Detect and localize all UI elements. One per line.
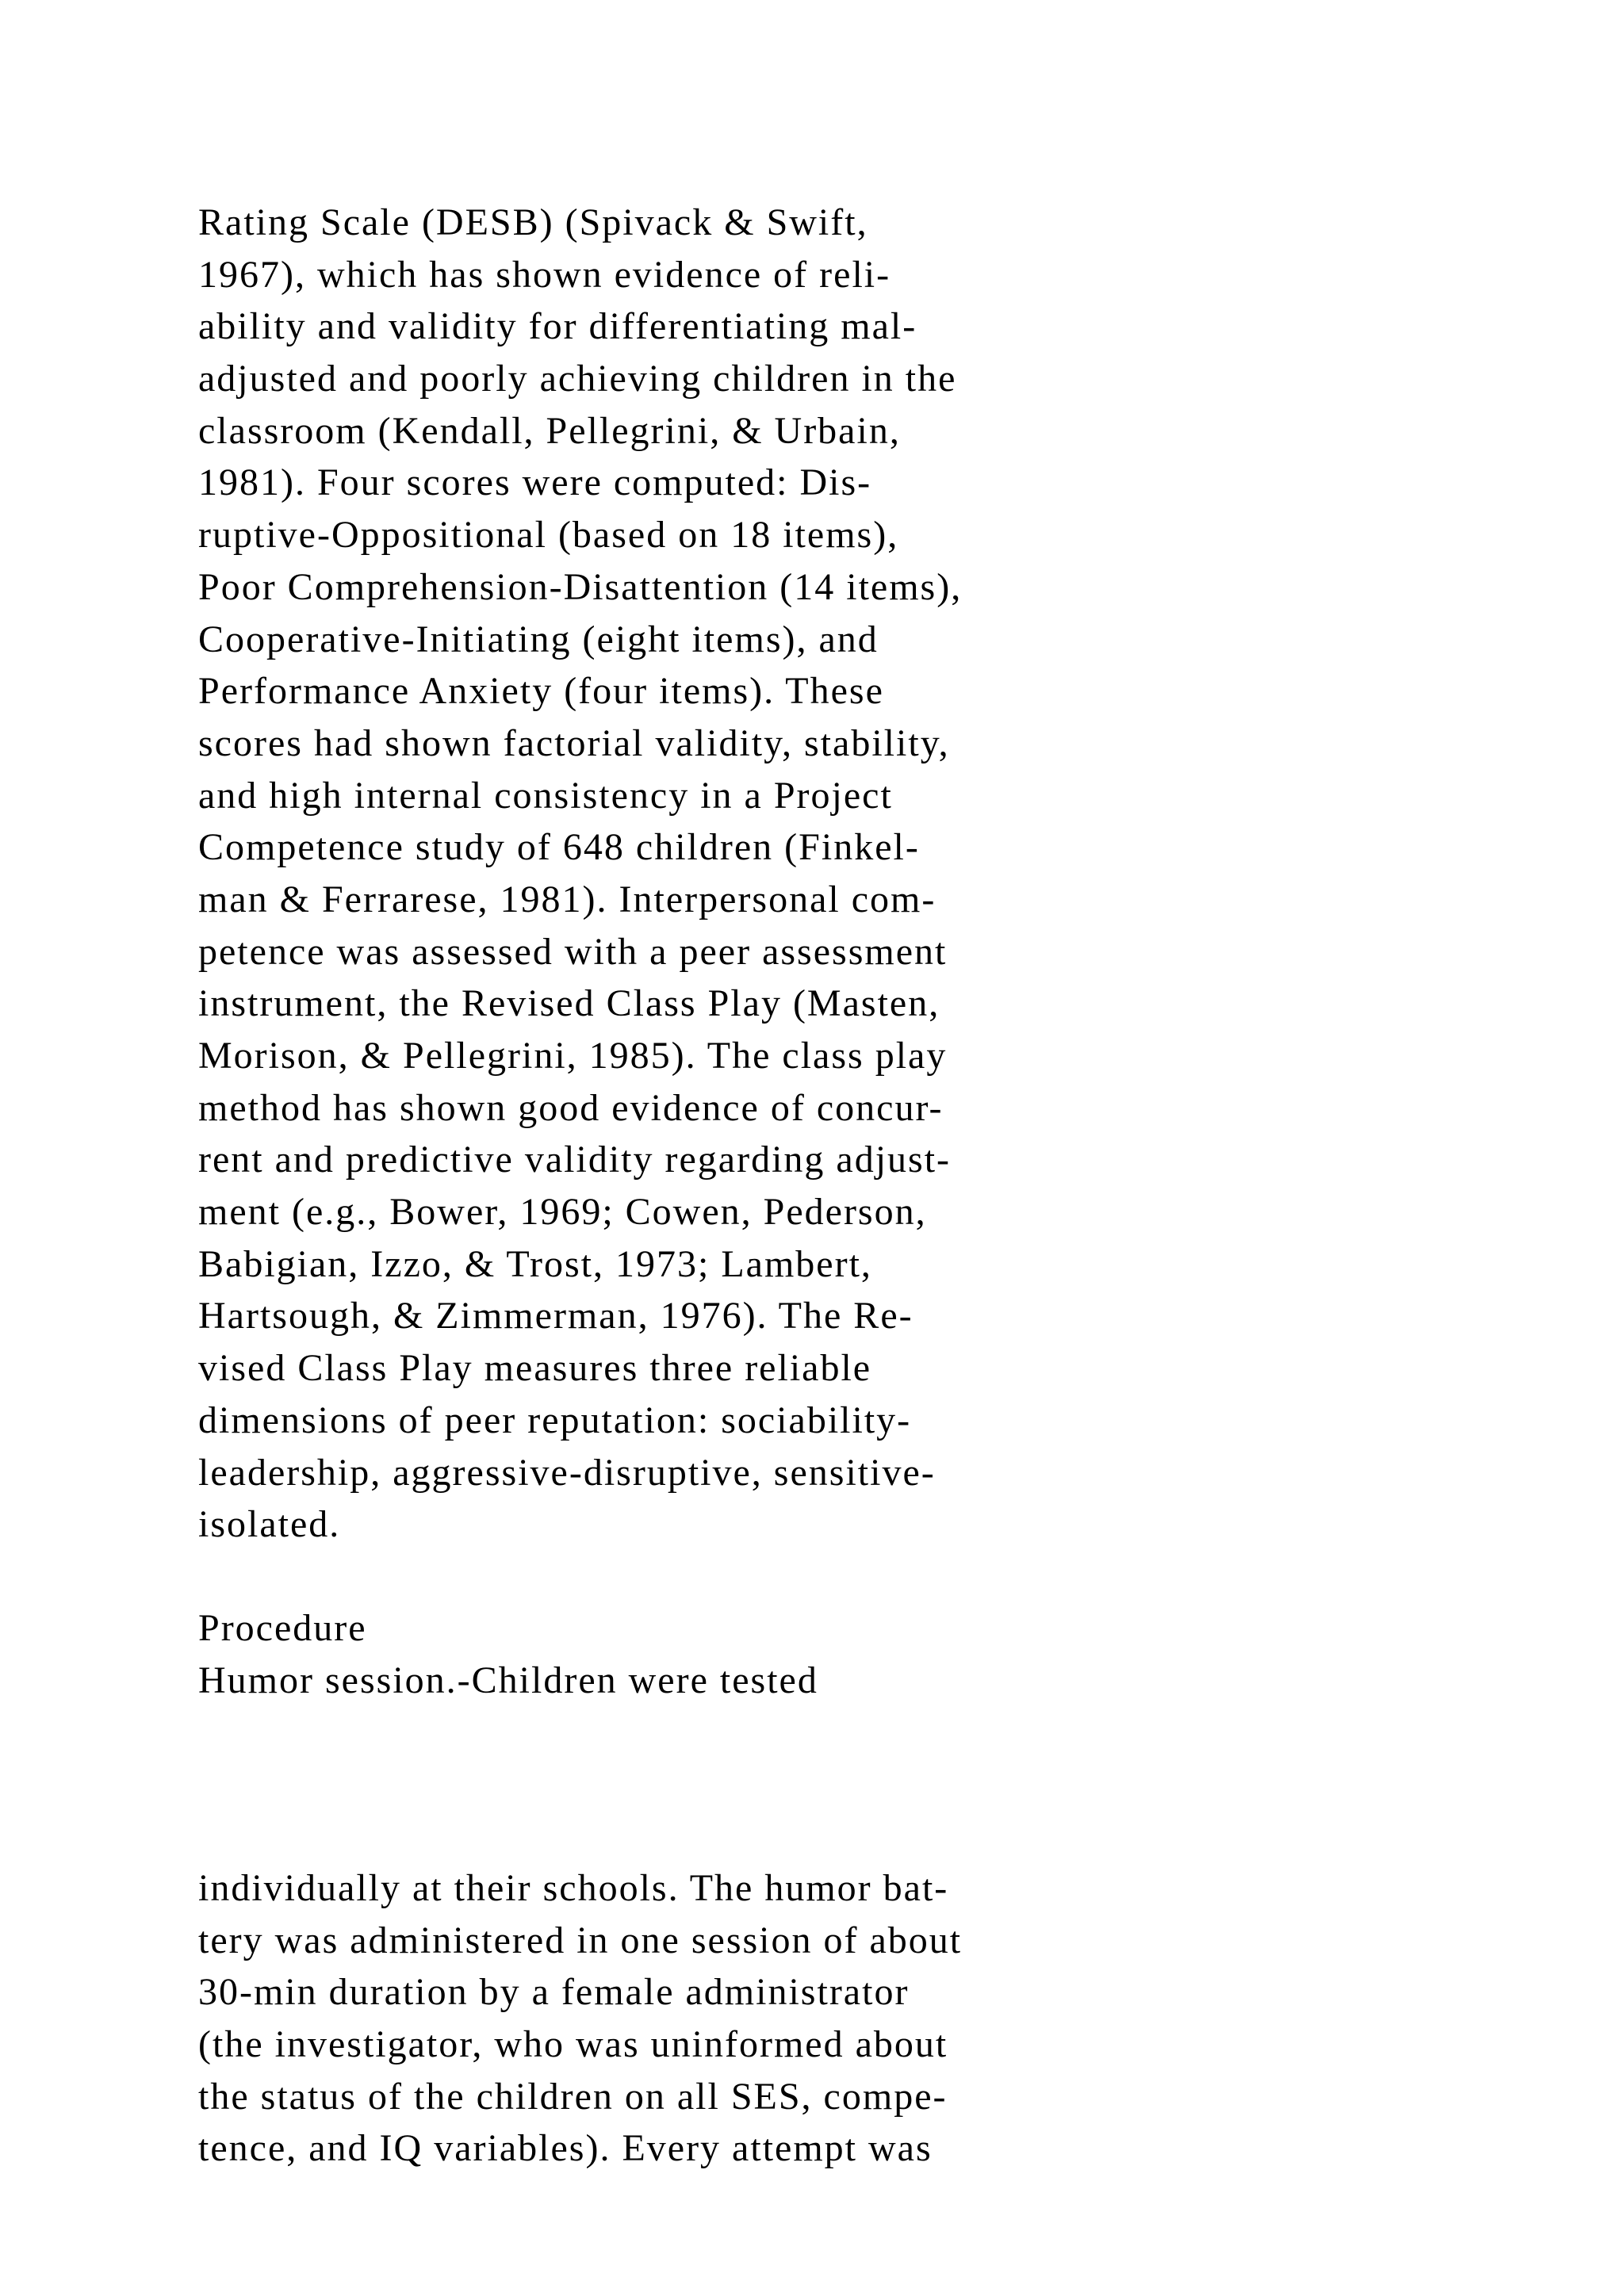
subheading-line: Humor session.-Children were tested — [198, 1659, 818, 1701]
text-line: tery was administered in one session of about — [198, 1919, 963, 1961]
text-line: Cooperative-Initiating (eight items), and — [198, 618, 879, 660]
text-line: classroom (Kendall, Pellegrini, & Urbain, — [198, 409, 901, 452]
text-line: individually at their schools. The humor bat- — [198, 1867, 949, 1909]
text-line: instrument, the Revised Class Play (Masten, — [198, 982, 940, 1025]
text-line: (the investigator, who was uninformed about — [198, 2023, 948, 2066]
text-line: Hartsough, & Zimmerman, 1976). The Re- — [198, 1295, 914, 1337]
text-line: man & Ferrarese, 1981). Interpersonal com- — [198, 878, 936, 920]
text-line: Poor Comprehension-Disattention (14 items), — [198, 565, 963, 608]
body-paragraph-2 — [198, 1862, 1507, 2175]
text-line: isolated. — [198, 1503, 341, 1546]
text-line: and high internal consistency in a Project — [198, 774, 893, 817]
text-line: Babigian, Izzo, & Trost, 1973; Lambert, — [198, 1242, 872, 1285]
text-line: the status of the children on all SES, compe- — [198, 2075, 948, 2118]
text-line: Morison, & Pellegrini, 1985). The class play — [198, 1035, 948, 1077]
text-line: scores had shown factorial validity, stability, — [198, 721, 950, 764]
text-line: 1967), which has shown evidence of reli- — [198, 253, 891, 296]
text-line: ruptive-Oppositional (based on 18 items), — [198, 514, 899, 557]
text-line: 30-min duration by a female administrator — [198, 1971, 910, 2014]
text-line: method has shown good evidence of concur- — [198, 1086, 944, 1129]
text-line: Rating Scale (DESB) (Spivack & Swift, — [198, 201, 868, 243]
text-line: vised Class Play measures three reliable — [198, 1347, 872, 1390]
text-line: leadership, aggressive-disruptive, sensitive- — [198, 1451, 936, 1494]
text-line: adjusted and poorly achieving children in the — [198, 358, 957, 400]
text-line: ment (e.g., Bower, 1969; Cowen, Pederson, — [198, 1191, 927, 1234]
text-line: Competence study of 648 children (Finkel- — [198, 826, 920, 869]
text-line: dimensions of peer reputation: sociability- — [198, 1399, 912, 1441]
text-line: rent and predictive validity regarding adjust- — [198, 1138, 952, 1181]
section-heading: Procedure — [198, 1607, 367, 1649]
text-line: ability and validity for differentiating mal- — [198, 305, 917, 348]
text-line: 1981). Four scores were computed: Dis- — [198, 461, 872, 504]
text-line: Performance Anxiety (four items). These — [198, 670, 884, 713]
text-line: petence was assessed with a peer assessment — [198, 930, 948, 973]
text-line: tence, and IQ variables). Every attempt was — [198, 2127, 933, 2170]
procedure-section-start — [198, 1602, 1507, 1706]
body-paragraph-1 — [198, 197, 1507, 1551]
